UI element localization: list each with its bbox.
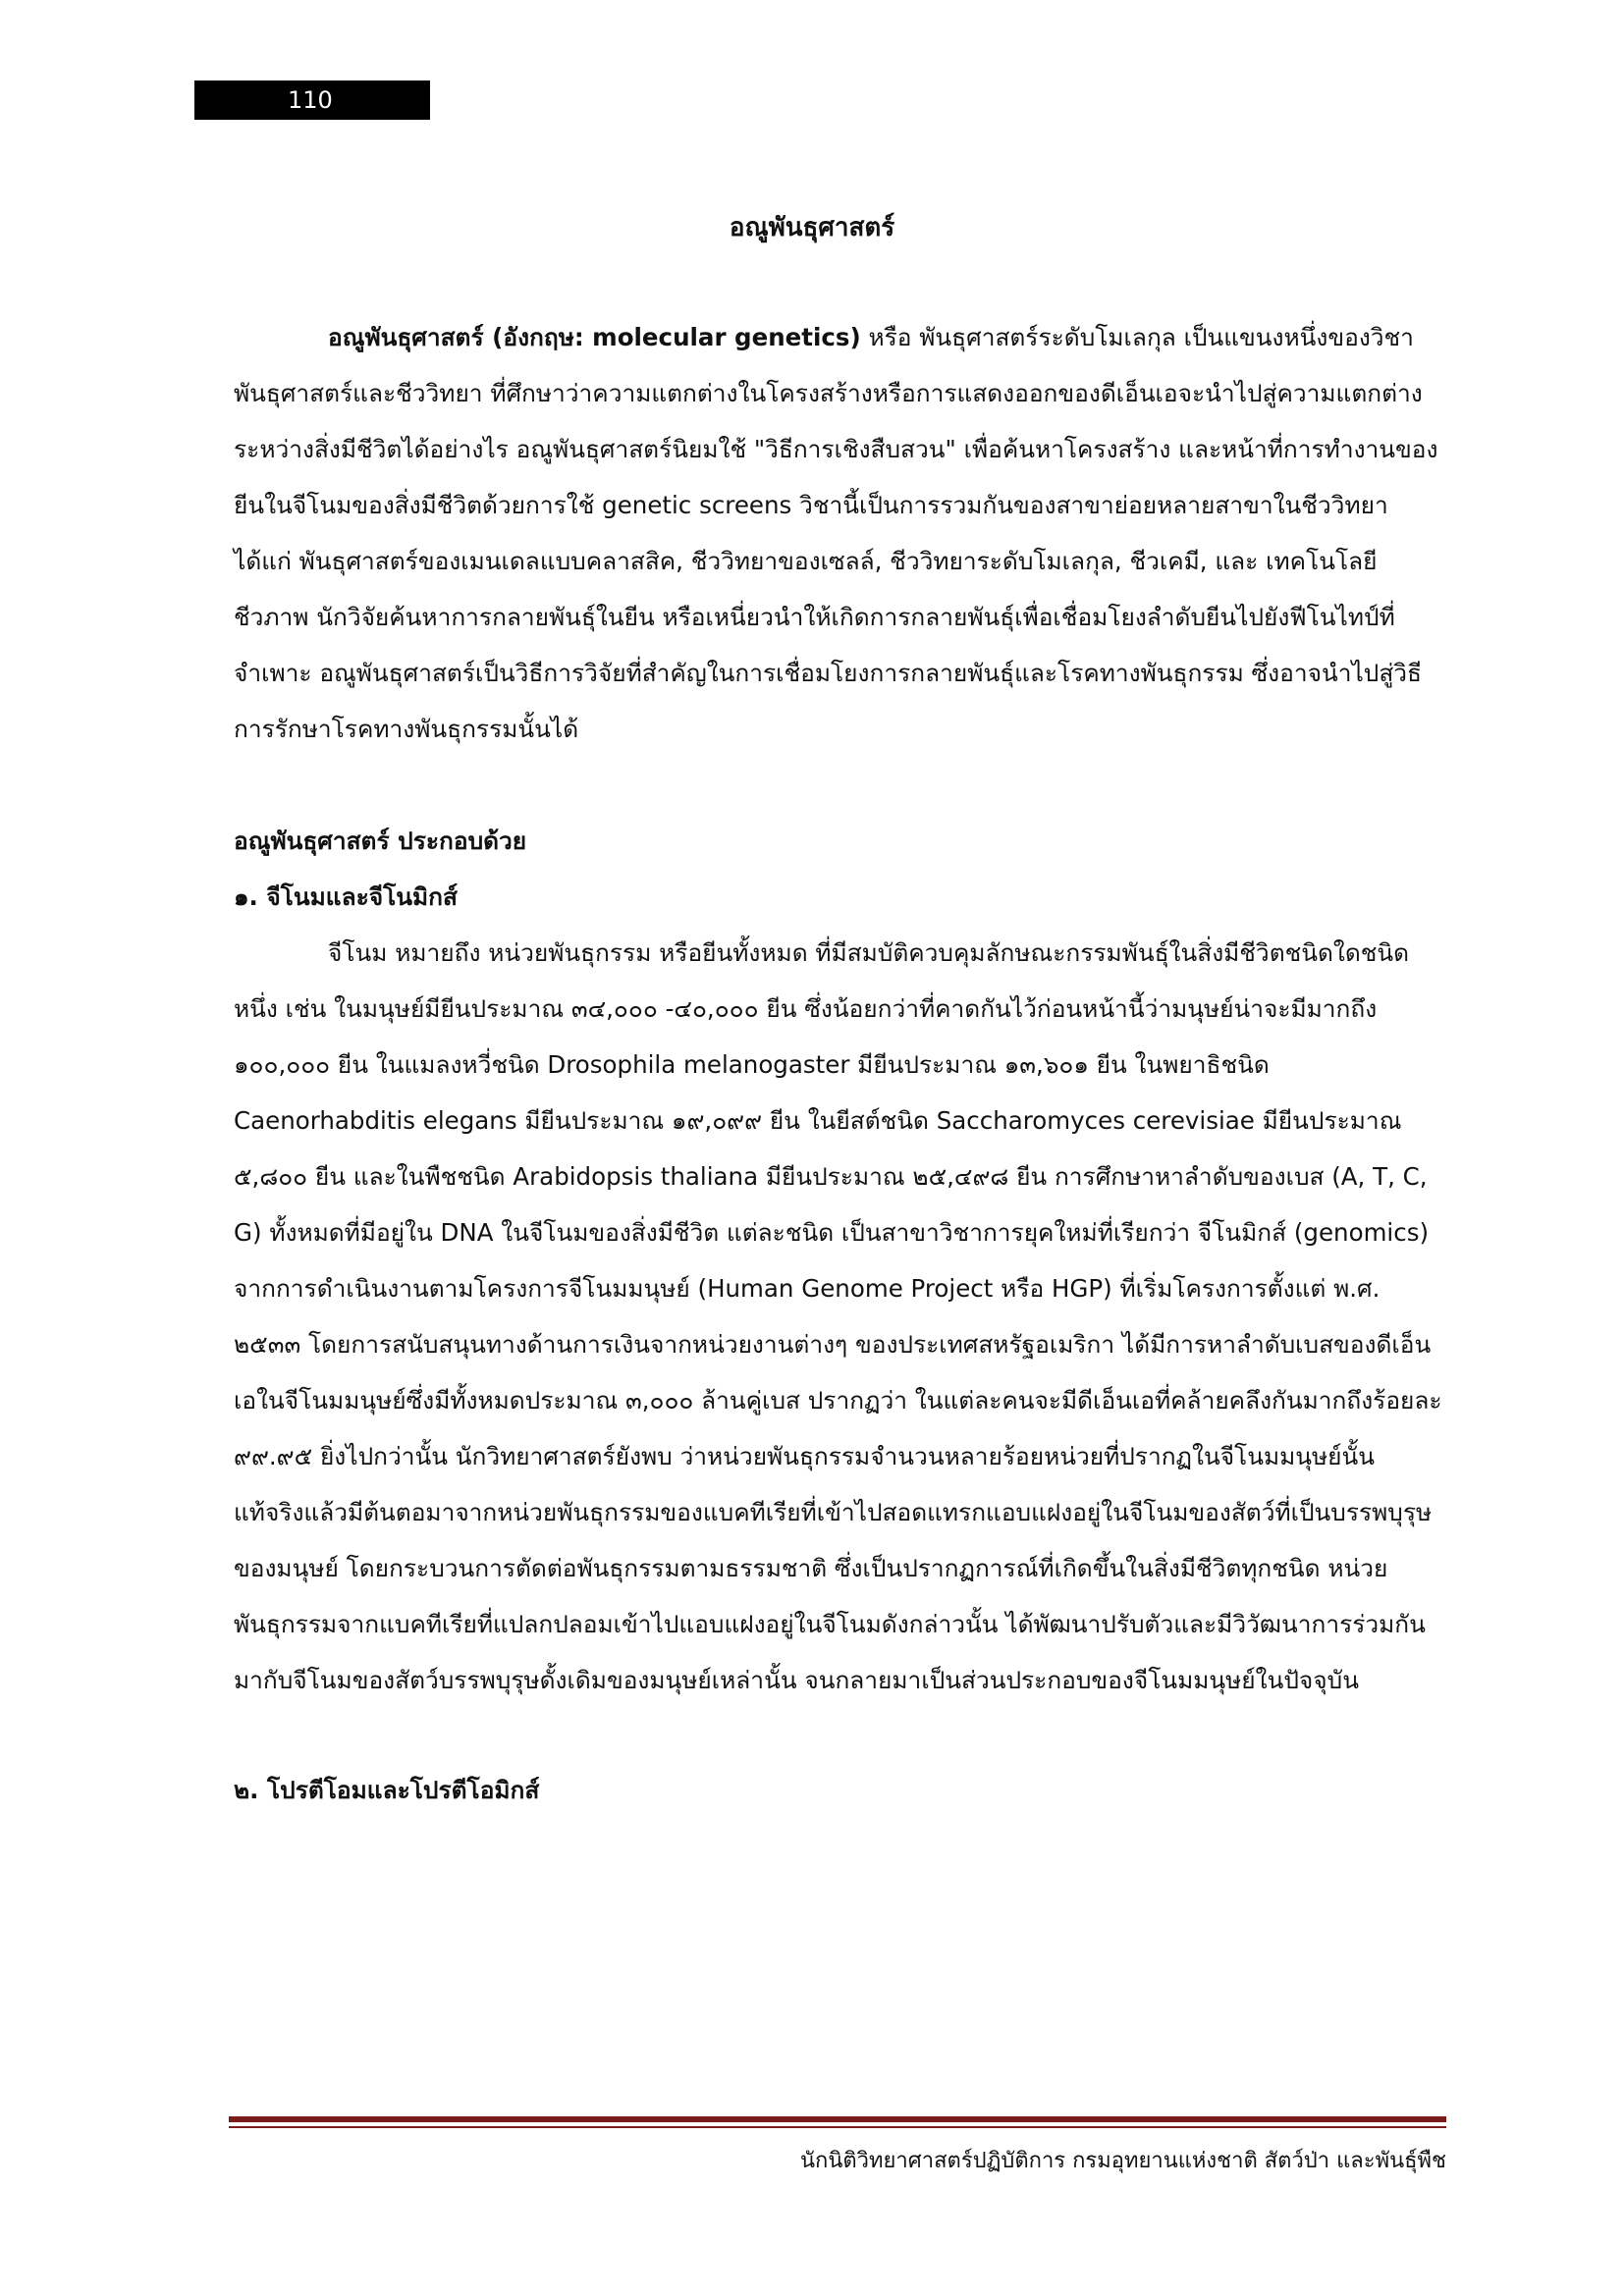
footer-rule-thick [229, 2116, 1446, 2122]
section-2-heading: ๒. โปรตีโอมและโปรตีโอมิกส์ [234, 1776, 540, 1804]
footer-rule-thin [229, 2126, 1446, 2128]
components-heading: อณูพันธุศาสตร์ ประกอบด้วย [234, 827, 527, 855]
section-1-heading: ๑. จีโนมและจีโนมิกส์ [234, 882, 458, 911]
document-body [234, 309, 1443, 1818]
intro-text: หรือ พันธุศาสตร์ระดับโมเลกุล เป็นแขนงหนึ่งของวิชาพันธุศาสตร์และชีววิทยา ที่ศึกษาว่าความแตกต่างในโครงสร้างหรือการแสดงออกของดีเอ็นเอจะนำไปสู่ความแตกต่างระหว่างสิ่งมีชีวิตได้อย่างไร อณูพันธุศาสตร์นิยมใช้ "วิธีการเชิงสืบสวน" เพื่อค้นหาโครงสร้าง และหน้าที่การทำงานของยีนในจีโนมของสิ่งมีชีวิตด้วยการใช้ genetic screens วิชานี้เป็นการรวมกันของสาขาย่อยหลายสาขาในชีววิทยา ได้แก่ พันธุศาสตร์ของเมนเดลแบบคลาสสิค, ชีววิทยาของเซลล์, ชีววิทยาระดับโมเลกุล, ชีวเคมี, และ เทคโนโลยีชีวภาพ นักวิจัยค้นหาการกลายพันธุ์ในยีน หรือเหนี่ยวนำให้เกิดการกลายพันธุ์เพื่อเชื่อมโยงลำดับยีนไปยังฟีโนไทป์ที่จำเพาะ อณูพันธุศาสตร์เป็นวิธีการวิจัยที่สำคัญในการเชื่อมโยงการกลายพันธุ์และโรคทางพันธุกรรม ซึ่งอาจนำไปสู่วิธีการรักษาโรคทางพันธุกรรมนั้นได้ [234, 323, 1438, 743]
footer-text: นักนิติวิทยาศาสตร์ปฏิบัติการ กรมอุทยานแห่งชาติ สัตว์ป่า และพันธุ์พืช [800, 2149, 1446, 2173]
intro-paragraph [234, 309, 1443, 757]
intro-lead-term: อณูพันธุศาสตร์ (อังกฤษ: molecular genetics) [328, 323, 861, 351]
section-1-paragraph: จีโนม หมายถึง หน่วยพันธุกรรม หรือยีนทั้งหมด ที่มีสมบัติควบคุมลักษณะกรรมพันธุ์ในสิ่งมีชีวิตชนิดใดชนิดหนึ่ง เช่น ในมนุษย์มียีนประมาณ ๓๔,๐๐๐ -๔๐,๐๐๐ ยีน ซึ่งน้อยกว่าที่คาดกันไว้ก่อนหน้านี้ว่ามนุษย์น่าจะมีมากถึง ๑๐๐,๐๐๐ ยีน ในแมลงหวี่ชนิด Drosophila melanogaster มียีนประมาณ ๑๓,๖๐๑ ยีน ในพยาธิชนิด Caenorhabditis elegans มียีนประมาณ ๑๙,๐๙๙ ยีน ในยีสต์ชนิด Saccharomyces cerevisiae มียีนประมาณ ๕,๘๐๐ ยีน และในพืชชนิด Arabidopsis thaliana มียีนประมาณ ๒๕,๔๙๘ ยีน การศึกษาหาลำดับของเบส (A, T, C, G) ทั้งหมดที่มีอยู่ใน DNA ในจีโนมของสิ่งมีชีวิต แต่ละชนิด เป็นสาขาวิชาการยุคใหม่ที่เรียกว่า จีโนมิกส์ (genomics) จากการดำเนินงานตามโครงการจีโนมมนุษย์ (Human Genome Project หรือ HGP) ที่เริ่มโครงการตั้งแต่ พ.ศ. ๒๕๓๓ โดยการสนับสนุนทางด้านการเงินจากหน่วยงานต่างๆ ของประเทศสหรัฐอเมริกา ได้มีการหาลำดับเบสของดีเอ็นเอในจีโนมมนุษย์ซึ่งมีทั้งหมดประมาณ ๓,๐๐๐ ล้านคู่เบส ปรากฏว่า ในแต่ละคนจะมีดีเอ็นเอที่คล้ายคลึงกันมากถึงร้อยละ ๙๙.๙๕ ยิ่งไปกว่านั้น นักวิทยาศาสตร์ยังพบ ว่าหน่วยพันธุกรรมจำนวนหลายร้อยหน่วยที่ปรากฏในจีโนมมนุษย์นั้น แท้จริงแล้วมีต้นตอมาจากหน่วยพันธุกรรมของแบคทีเรียที่เข้าไปสอดแทรกแอบแฝงอยู่ในจีโนมของสัตว์ที่เป็นบรรพบุรุษของมนุษย์ โดยกระบวนการตัดต่อพันธุกรรมตามธรรมชาติ ซึ่งเป็นปรากฏการณ์ที่เกิดขึ้นในสิ่งมีชีวิตทุกชนิด หน่วยพันธุกรรมจากแบคทีเรียที่แปลกปลอมเข้าไปแอบแฝงอยู่ในจีโนมดังกล่าวนั้น ได้พัฒนาปรับตัวและมีวิวัฒนาการร่วมกันมากับจีโนมของสัตว์บรรพบุรุษดั้งเดิมของมนุษย์เหล่านั้น จนกลายมาเป็นส่วนประกอบของจีโนมมนุษย์ในปัจจุบัน [234, 938, 1442, 1694]
page-number-box [194, 80, 430, 120]
page-number: 110 [288, 86, 333, 114]
page-title: อณูพันธุศาสตร์ [729, 213, 895, 242]
